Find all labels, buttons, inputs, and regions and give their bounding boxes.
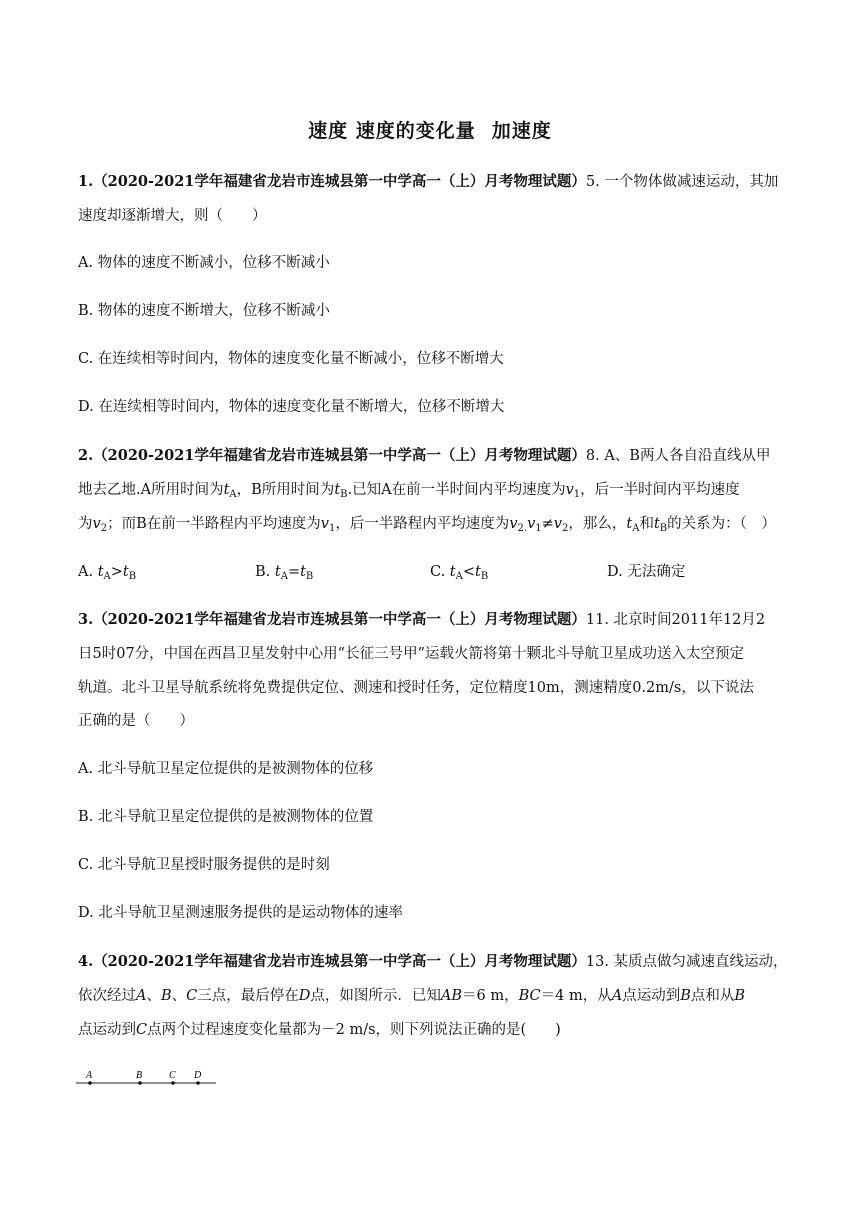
diagram-label-d: D — [194, 1070, 202, 1081]
title-part1: 速度 速度的变化量 — [308, 120, 476, 142]
diagram-point-a — [88, 1081, 92, 1085]
q4-stem-line1 — [78, 952, 788, 972]
q3-number: 3. — [78, 611, 94, 628]
q1-stem-line1 — [78, 172, 784, 192]
diagram-point-c — [171, 1081, 175, 1085]
q2-stem-line3: 为$v_2$；而B在前一半路程内平均速度为$v_1$，后一半路程内平均速度为$v_{2.}v_1\ne v_2$，那么，$t_A$和$t_B$的关系为：（ ） — [78, 516, 776, 534]
diagram-point-d — [196, 1081, 200, 1085]
q3-stem-line4: 正确的是（ ） — [78, 713, 194, 729]
title-part2: 加速度 — [491, 120, 552, 142]
q4-stem-line2: 依次经过A、B、C三点，最后停在D点，如图所示．已知AB＝6 m，BC＝4 m，从A点运动到B点和从B — [78, 988, 746, 1004]
q2-text-1: 8. A、B两人各自沿直线从甲 — [585, 448, 771, 464]
q3-option-d: D. 北斗导航卫星测速服务提供的是运动物体的速率 — [78, 905, 403, 921]
q3-source: （2020-2021学年福建省龙岩市连城县第一中学高一（上）月考物理试题） — [93, 611, 586, 628]
q1-text-1: 5. 一个物体做减速运动，其加 — [585, 174, 779, 190]
q1-number: 1. — [78, 173, 94, 190]
diagram-point-b — [138, 1081, 142, 1085]
page-title — [0, 116, 860, 143]
q4-stem-line3: 点运动到C点两个过程速度变化量都为－2 m/s，则下列说法正确的是( ) — [78, 1022, 561, 1038]
diagram-label-a: A — [86, 1070, 93, 1081]
q2-stem-line2: 地去乙地.A所用时间为$t_A$，B所用时间为$t_B$.已知A在前一半时间内平均速度为$v_1$，后一半时间内平均速度 — [78, 482, 740, 500]
q1-option-b: B. 物体的速度不断增大，位移不断减小 — [78, 303, 330, 319]
q4-line-diagram — [74, 1066, 224, 1092]
diagram-label-b: B — [136, 1070, 143, 1081]
q2-stem-line1 — [78, 446, 784, 466]
q1-stem-line2: 速度却逐渐增大，则（ ） — [78, 208, 267, 224]
q4-text-1: 13. 某质点做匀减速直线运动， — [585, 954, 788, 970]
q1-source: （2020-2021学年福建省龙岩市连城县第一中学高一（上）月考物理试题） — [93, 173, 586, 190]
q4-source: （2020-2021学年福建省龙岩市连城县第一中学高一（上）月考物理试题） — [93, 953, 586, 970]
q4-number: 4. — [78, 953, 94, 970]
q3-option-c: C. 北斗导航卫星授时服务提供的是时刻 — [78, 857, 330, 873]
q3-option-b: B. 北斗导航卫星定位提供的是被测物体的位置 — [78, 809, 374, 825]
q2-number: 2. — [78, 447, 94, 464]
q3-option-a: A. 北斗导航卫星定位提供的是被测物体的位移 — [78, 761, 374, 777]
q2-option-c: C. $t_A<t_B$ — [430, 564, 489, 582]
q1-option-d: D. 在连续相等时间内，物体的速度变化量不断增大，位移不断增大 — [78, 399, 505, 415]
q3-stem-line1 — [78, 610, 784, 630]
q3-stem-line3: 轨道。北斗卫星导航系统将免费提供定位、测速和授时任务，定位精度10m，测速精度0.2m/s，以下说法 — [78, 680, 754, 696]
q2-option-d: D. 无法确定 — [607, 564, 686, 580]
diagram-label-c: C — [169, 1070, 176, 1081]
q2-option-b: B. $t_A=t_B$ — [255, 564, 314, 582]
q2-option-a: A. $t_A>t_B$ — [78, 564, 137, 582]
q1-option-c: C. 在连续相等时间内，物体的速度变化量不断减小，位移不断增大 — [78, 351, 504, 367]
q3-stem-line2: 日5时07分，中国在西昌卫星发射中心用“长征三号甲”运载火箭将第十颗北斗导航卫星成功送入太空预定 — [78, 646, 744, 662]
q3-text-1: 11. 北京时间2011年12月2 — [585, 612, 766, 628]
q2-source: （2020-2021学年福建省龙岩市连城县第一中学高一（上）月考物理试题） — [93, 447, 586, 464]
q1-option-a: A. 物体的速度不断减小，位移不断减小 — [78, 255, 330, 271]
